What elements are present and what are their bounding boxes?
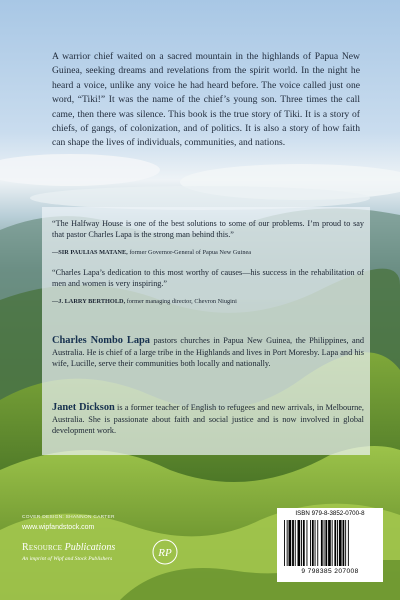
barcode-bar: [292, 520, 294, 566]
publisher-name-part2: Publications: [64, 542, 116, 553]
endorser-name: —SIR PAULIAS MATANE,: [52, 249, 128, 256]
barcode-bar: [332, 520, 333, 566]
publisher-name-part1: Resource: [22, 542, 63, 553]
barcode-bar: [310, 520, 311, 566]
barcode-bar: [337, 520, 338, 566]
author-name: Janet Dickson: [52, 402, 115, 413]
author-bio-text: pastors churches in Papua New Guinea, the Philippines, and Australia. He is chief of a large tribe in the Highlands and lives in Port Moresby. Lapa and his wife, Lucille, serve their communities both locally and nationally.: [52, 336, 364, 369]
endorsement-attribution: [52, 248, 364, 257]
barcode-bar: [295, 520, 296, 566]
publisher-logo-text: RP: [158, 547, 172, 559]
barcode-bar: [315, 520, 316, 566]
publisher-imprint: An imprint of Wipf and Stock Publishers: [22, 556, 113, 562]
endorser-name: —J. LARRY BERTHOLD,: [52, 298, 126, 305]
barcode-bar: [303, 520, 305, 566]
barcode-bar: [307, 520, 308, 566]
isbn-label: ISBN 979-8-3852-0700-8: [295, 510, 365, 517]
author-bio: [52, 402, 364, 437]
endorsement-attribution: [52, 297, 364, 306]
barcode-bar: [317, 520, 318, 566]
endorser-title: former Governor-General of Papua New Guinea: [127, 249, 252, 256]
barcode-bar: [348, 520, 349, 566]
barcode-icon: [282, 520, 378, 566]
publisher-website: www.wipfandstock.com: [22, 524, 95, 531]
author-bio-text: is a former teacher of English to refugees and new arrivals, in Melbourne, Australia. She is passionate about faith and social justice and is now involved in global development work.: [52, 403, 364, 436]
endorsement-quote: “Charles Lapa’s dedication to this most worthy of causes—his success in the rehabilitation of men and women is very inspiring.”: [52, 268, 364, 289]
barcode-bar: [298, 520, 301, 566]
barcode-digits: 9 798385 207008: [301, 568, 359, 575]
barcode-bar: [339, 520, 342, 566]
barcode-bar: [301, 520, 302, 566]
barcode-bar: [289, 520, 292, 566]
back-cover-blurb: A warrior chief waited on a sacred mountain in the highlands of Papua New Guinea, seeking dreams and revelations from the spirit world. In the night he heard a voice, unlike any voice he had heard before. The voice called just one word, “Tiki!” It was the name of the chief’s young son. Three times the call came, then there was silence. This book is the true story of Tiki. It is a story of chiefs, of gangs, of colonization, and of politics. It is also a story of how faith can shape the lives of individuals, communities, and nations.: [52, 51, 360, 149]
barcode-bar: [312, 520, 314, 566]
cover-design-credit: COVER DESIGN: SHANNON CARTER: [22, 515, 115, 520]
endorser-title: former managing director, Chevron Niugini: [125, 298, 237, 305]
author-name: Charles Nombo Lapa: [52, 335, 151, 346]
barcode-bar: [343, 520, 345, 566]
barcode-bar: [334, 520, 336, 566]
publisher-name: [22, 542, 115, 553]
barcode-bar: [321, 520, 323, 566]
publisher-logo-icon: [152, 539, 178, 565]
barcode-bar: [325, 520, 327, 566]
barcode-bar: [287, 520, 288, 566]
barcode-bar: [345, 520, 346, 566]
barcode-bar: [284, 520, 285, 566]
barcode-bar: [328, 520, 331, 566]
barcode-bar: [324, 520, 325, 566]
author-bio: [52, 335, 364, 370]
endorsement-quote: “The Halfway House is one of the best solutions to some of our problems. I’m proud to say that pastor Charles Lapa is the strong man behind this.”: [52, 219, 364, 240]
